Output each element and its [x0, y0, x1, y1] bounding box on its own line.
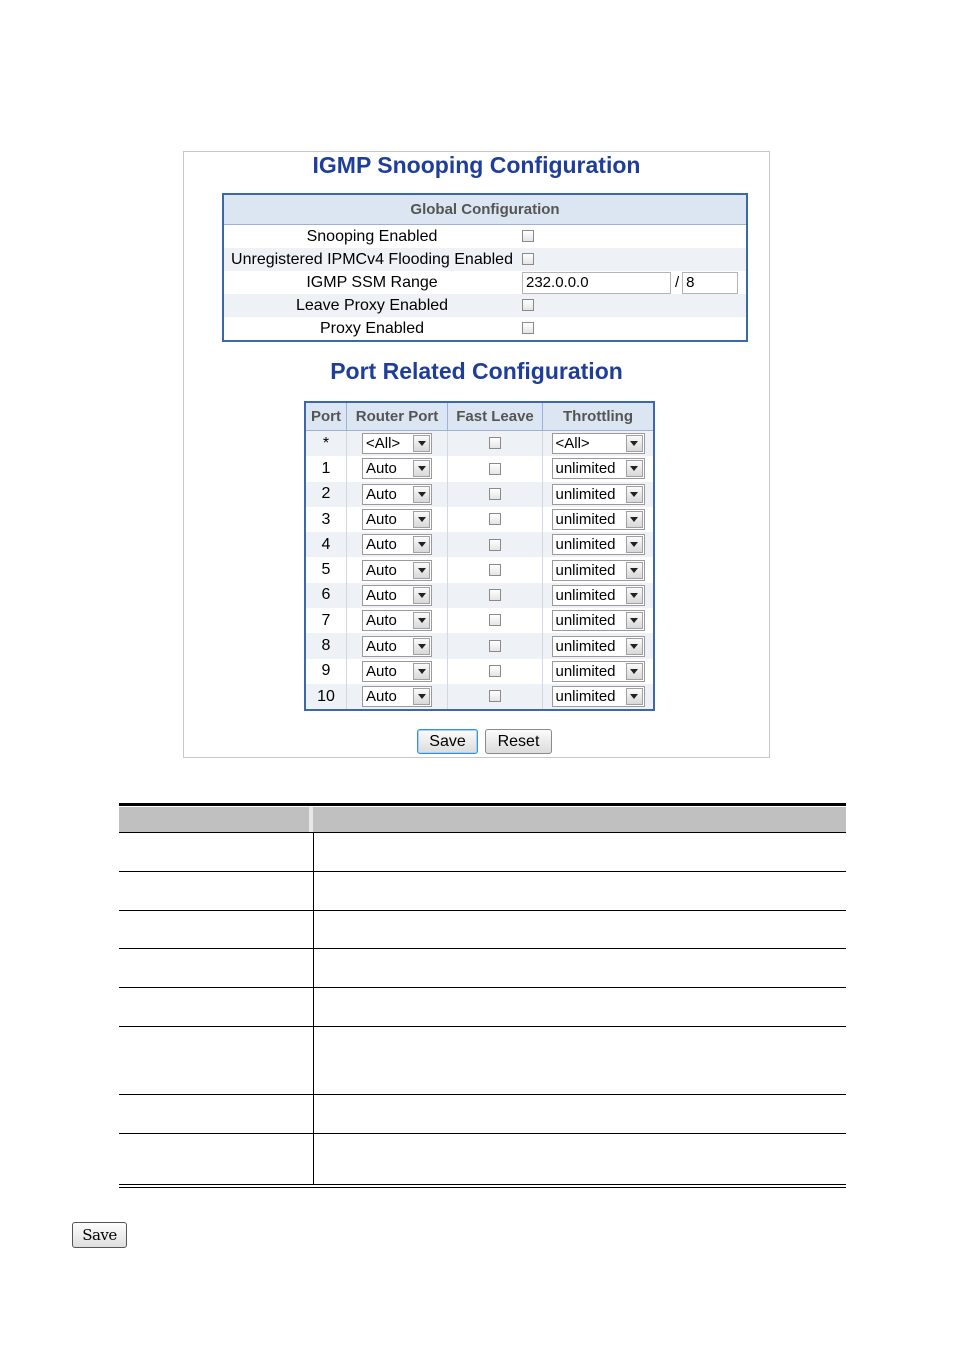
doc-save-button[interactable]: Save	[72, 1222, 127, 1248]
table-row	[223, 248, 747, 271]
table-row	[305, 633, 654, 658]
port-number: 3	[305, 507, 347, 532]
leave-proxy-label: Leave Proxy Enabled	[223, 294, 520, 317]
router-port-select[interactable]	[362, 484, 432, 505]
snooping-enabled-checkbox[interactable]	[522, 230, 534, 242]
throttling-value: unlimited	[555, 688, 616, 706]
row-divider	[119, 832, 846, 833]
ssm-range-address-input[interactable]: 232.0.0.0	[522, 272, 671, 294]
table-row	[305, 532, 654, 557]
throttling-select[interactable]	[552, 534, 645, 555]
table-header-row	[119, 807, 846, 832]
router-port-select[interactable]	[362, 585, 432, 606]
router-port-value: Auto	[366, 460, 397, 478]
router-port-value: Auto	[366, 586, 397, 604]
col-port: Port	[305, 402, 347, 431]
throttling-value: unlimited	[555, 561, 616, 579]
table-row	[305, 608, 654, 633]
router-port-value: Auto	[366, 688, 397, 706]
col-fast-leave: Fast Leave	[448, 402, 543, 431]
router-port-select[interactable]	[362, 534, 432, 555]
throttling-value: unlimited	[555, 460, 616, 478]
chevron-down-icon[interactable]	[413, 486, 430, 503]
table-row	[305, 659, 654, 684]
throttling-value: <All>	[555, 435, 590, 453]
proxy-enabled-label: Proxy Enabled	[319, 319, 425, 337]
fast-leave-checkbox[interactable]	[489, 539, 501, 551]
chevron-down-icon[interactable]	[626, 663, 643, 680]
ssm-range-separator: /	[675, 274, 680, 291]
global-config-header: Global Configuration	[223, 194, 747, 225]
port-number: 1	[305, 456, 347, 481]
router-port-select[interactable]	[362, 509, 432, 530]
row-divider	[119, 910, 846, 911]
fast-leave-checkbox[interactable]	[489, 463, 501, 475]
table-row	[305, 456, 654, 481]
router-port-select[interactable]	[362, 433, 432, 454]
chevron-down-icon[interactable]	[626, 688, 643, 705]
router-port-value: Auto	[366, 612, 397, 630]
throttling-value: unlimited	[555, 485, 616, 503]
save-button[interactable]: Save	[417, 729, 478, 754]
router-port-value: Auto	[366, 485, 397, 503]
throttling-select[interactable]	[552, 636, 645, 657]
fast-leave-checkbox[interactable]	[489, 513, 501, 525]
column-divider	[313, 832, 314, 1184]
chevron-down-icon[interactable]	[413, 663, 430, 680]
throttling-select[interactable]	[552, 484, 645, 505]
table-row	[305, 684, 654, 710]
col-throttling: Throttling	[543, 402, 655, 431]
chevron-down-icon[interactable]	[413, 587, 430, 604]
throttling-select[interactable]	[552, 560, 645, 581]
chevron-down-icon[interactable]	[626, 587, 643, 604]
throttling-select[interactable]	[552, 433, 645, 454]
port-number: 6	[305, 583, 347, 608]
fast-leave-checkbox[interactable]	[489, 564, 501, 576]
fast-leave-checkbox[interactable]	[489, 690, 501, 702]
fast-leave-checkbox[interactable]	[489, 589, 501, 601]
port-number: *	[305, 431, 347, 457]
router-port-value: Auto	[366, 536, 397, 554]
row-divider	[119, 871, 846, 872]
chevron-down-icon[interactable]	[626, 638, 643, 655]
row-divider	[119, 948, 846, 949]
reset-button[interactable]: Reset	[485, 729, 552, 754]
throttling-select[interactable]	[552, 458, 645, 479]
router-port-value: Auto	[366, 561, 397, 579]
router-port-value: Auto	[366, 662, 397, 680]
fast-leave-checkbox[interactable]	[489, 665, 501, 677]
global-config-table	[222, 193, 748, 342]
throttling-select[interactable]	[552, 585, 645, 606]
chevron-down-icon[interactable]	[413, 688, 430, 705]
igmp-config-panel	[183, 151, 770, 758]
port-config-title: Port Related Configuration	[330, 358, 623, 384]
router-port-select[interactable]	[362, 560, 432, 581]
fast-leave-checkbox[interactable]	[489, 640, 501, 652]
table-row	[305, 583, 654, 608]
port-number: 5	[305, 557, 347, 582]
port-number: 10	[305, 684, 347, 710]
chevron-down-icon[interactable]	[626, 486, 643, 503]
page-title: IGMP Snooping Configuration	[312, 152, 641, 178]
table-bottom-rule	[119, 1184, 846, 1185]
chevron-down-icon[interactable]	[413, 638, 430, 655]
chevron-down-icon[interactable]	[413, 460, 430, 477]
row-divider	[119, 1133, 846, 1134]
throttling-value: unlimited	[555, 511, 616, 529]
chevron-down-icon[interactable]	[413, 612, 430, 629]
port-config-table	[304, 401, 655, 711]
table-bottom-rule	[119, 1187, 846, 1188]
router-port-select[interactable]	[362, 458, 432, 479]
throttling-value: unlimited	[555, 586, 616, 604]
port-number: 8	[305, 633, 347, 658]
chevron-down-icon[interactable]	[413, 511, 430, 528]
throttling-value: unlimited	[555, 637, 616, 655]
table-row	[223, 271, 747, 294]
row-divider	[119, 1026, 846, 1027]
router-port-value: Auto	[366, 511, 397, 529]
chevron-down-icon[interactable]	[626, 562, 643, 579]
router-port-select[interactable]	[362, 686, 432, 707]
throttling-select[interactable]	[552, 661, 645, 682]
throttling-select[interactable]	[552, 610, 645, 631]
router-port-value: Auto	[366, 637, 397, 655]
unregistered-flooding-label: Unregistered IPMCv4 Flooding Enabled	[223, 248, 520, 271]
throttling-select[interactable]	[552, 509, 645, 530]
chevron-down-icon[interactable]	[626, 612, 643, 629]
port-number: 9	[305, 659, 347, 684]
leave-proxy-checkbox[interactable]	[522, 299, 534, 311]
row-divider	[119, 987, 846, 988]
chevron-down-icon[interactable]	[413, 435, 430, 452]
table-row	[223, 225, 747, 249]
snooping-enabled-label: Snooping Enabled	[306, 227, 438, 245]
router-port-select[interactable]	[362, 610, 432, 631]
col-router-port: Router Port	[347, 402, 448, 431]
port-number: 4	[305, 532, 347, 557]
ssm-range-label: IGMP SSM Range	[306, 273, 438, 291]
fast-leave-checkbox[interactable]	[489, 437, 501, 449]
ssm-range-mask-input[interactable]: 8	[682, 272, 738, 294]
port-number: 2	[305, 482, 347, 507]
chevron-down-icon[interactable]	[413, 562, 430, 579]
proxy-enabled-checkbox[interactable]	[522, 322, 534, 334]
fast-leave-checkbox[interactable]	[489, 488, 501, 500]
router-port-select[interactable]	[362, 636, 432, 657]
chevron-down-icon[interactable]	[413, 536, 430, 553]
table-row	[223, 317, 747, 341]
table-row	[305, 431, 654, 457]
throttling-value: unlimited	[555, 612, 616, 630]
router-port-value: <All>	[366, 435, 401, 453]
chevron-down-icon[interactable]	[626, 460, 643, 477]
table-top-rule	[119, 803, 846, 806]
table-row	[305, 482, 654, 507]
router-port-select[interactable]	[362, 661, 432, 682]
chevron-down-icon[interactable]	[626, 435, 643, 452]
fast-leave-checkbox[interactable]	[489, 614, 501, 626]
port-number: 7	[305, 608, 347, 633]
table-row	[305, 557, 654, 582]
table-row	[223, 294, 747, 317]
throttling-select[interactable]	[552, 686, 645, 707]
unregistered-flooding-checkbox[interactable]	[522, 253, 534, 265]
throttling-value: unlimited	[555, 662, 616, 680]
chevron-down-icon[interactable]	[626, 511, 643, 528]
table-row	[305, 507, 654, 532]
throttling-value: unlimited	[555, 536, 616, 554]
chevron-down-icon[interactable]	[626, 536, 643, 553]
row-divider	[119, 1094, 846, 1095]
